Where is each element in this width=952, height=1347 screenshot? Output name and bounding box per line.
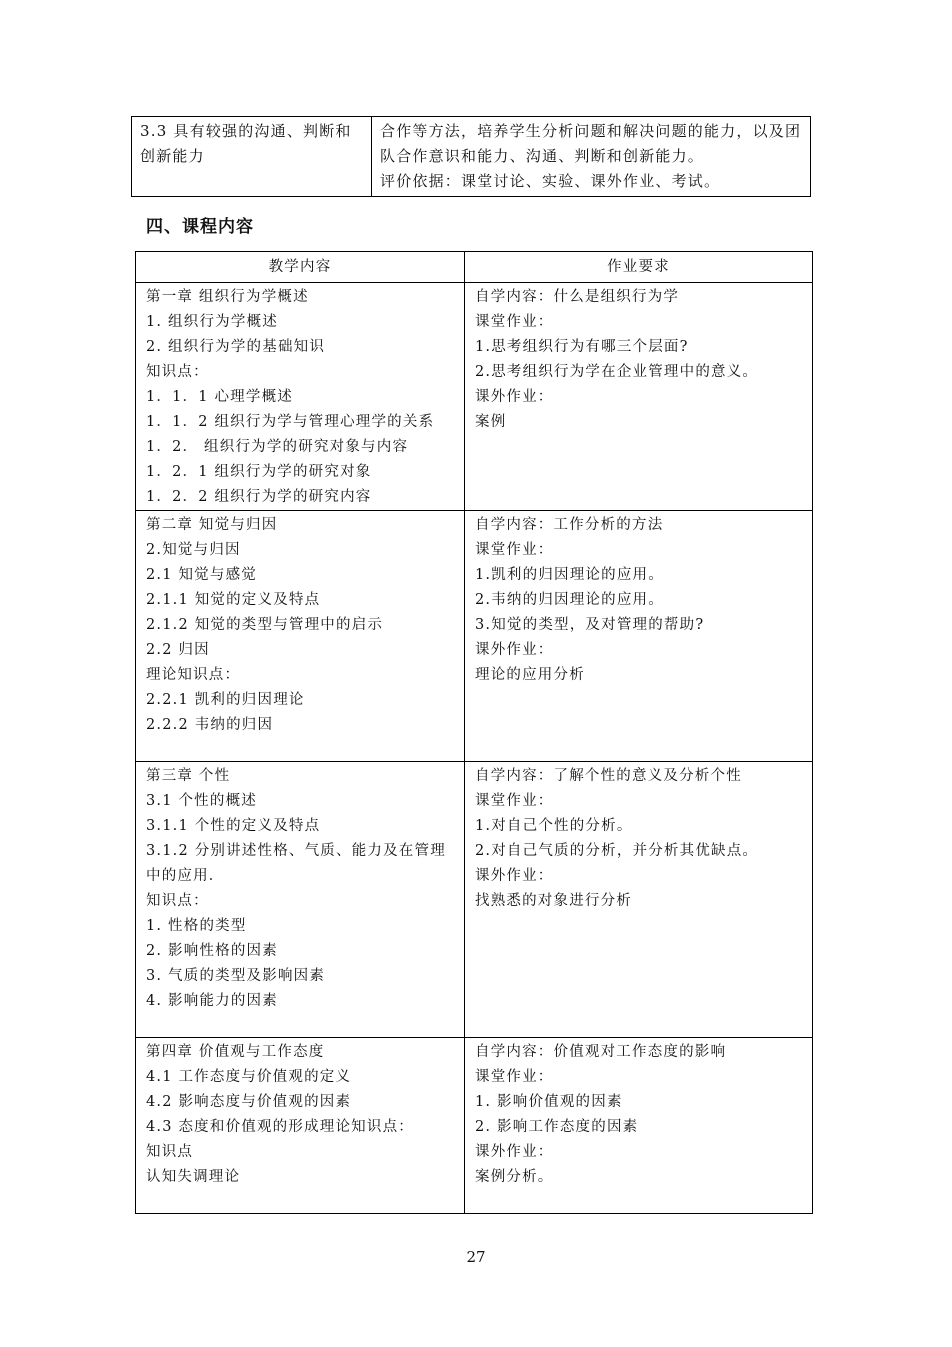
list-item: 课堂作业：: [475, 314, 554, 330]
table-header-row: [136, 252, 813, 283]
method-cell: [372, 117, 811, 197]
list-item: 课堂作业：: [475, 542, 554, 558]
list-item: 2. 影响性格的因素: [146, 943, 278, 959]
list-item: 3.1.1 个性的定义及特点: [146, 818, 321, 834]
list-item: 3.知觉的类型，及对管理的帮助?: [475, 617, 705, 633]
objective-text: 3.3 具有较强的沟通、判断和创新能力: [140, 122, 352, 165]
list-item: 自学内容：了解个性的意义及分析个性: [475, 768, 742, 784]
list-item: 2.韦纳的归因理论的应用。: [475, 592, 664, 608]
table-row: [136, 1038, 813, 1214]
list-item: 4.1 工作态度与价值观的定义: [146, 1069, 352, 1085]
list-item: 2.知觉与归因: [146, 542, 241, 558]
list-item: 知识点：: [146, 893, 209, 909]
list-item: 1. 性格的类型: [146, 918, 247, 934]
list-item: 3.1 个性的概述: [146, 793, 257, 809]
header-assignment-requirements: 作业要求: [465, 252, 813, 283]
list-item: 2.2 归因: [146, 642, 210, 658]
list-item: 2.2.2 韦纳的归因: [146, 717, 274, 733]
list-item: 第四章 价值观与工作态度: [146, 1044, 325, 1060]
list-item: 1．2． 组织行为学的研究对象与内容: [146, 439, 409, 455]
list-item: 2. 影响工作态度的因素: [475, 1119, 639, 1135]
list-item: 3.1.2 分别讲述性格、气质、能力及在管理中的应用．: [146, 843, 446, 884]
list-item: 1. 影响价值观的因素: [475, 1094, 623, 1110]
table-row: [136, 283, 813, 511]
chapter-4-assignments: [465, 1038, 813, 1214]
objective-cell: [132, 117, 372, 197]
list-item: 2.1.1 知觉的定义及特点: [146, 592, 321, 608]
list-item: 4.2 影响态度与价值观的因素: [146, 1094, 352, 1110]
list-item: 课外作业：: [475, 868, 554, 884]
list-item: 自学内容：什么是组织行为学: [475, 289, 680, 305]
table-row: [136, 762, 813, 1038]
table-row: [136, 511, 813, 762]
method-text: 合作等方法，培养学生分析问题和解决问题的能力，以及团队合作意识和能力、沟通、判断和创新能力。: [380, 122, 802, 165]
list-item: 课堂作业：: [475, 1069, 554, 1085]
chapter-3-assignments: [465, 762, 813, 1038]
evaluation-text: 评价依据：课堂讨论、实验、课外作业、考试。: [380, 172, 721, 190]
list-item: 课堂作业：: [475, 793, 554, 809]
list-item: 理论知识点：: [146, 667, 241, 683]
list-item: 2.1 知觉与感觉: [146, 567, 257, 583]
course-content-table: [135, 251, 813, 1214]
list-item: 4. 影响能力的因素: [146, 993, 278, 1009]
list-item: 第二章 知觉与归因: [146, 517, 278, 533]
header-teaching-content: 教学内容: [136, 252, 465, 283]
list-item: 1.思考组织行为有哪三个层面?: [475, 339, 689, 355]
list-item: 课外作业：: [475, 642, 554, 658]
list-item: 1．1．1 心理学概述: [146, 389, 293, 405]
objectives-table-fragment: [131, 116, 811, 197]
list-item: 1.对自己个性的分析。: [475, 818, 633, 834]
list-item: 知识点: [146, 1144, 194, 1160]
list-item: 2.1.2 知觉的类型与管理中的启示: [146, 617, 384, 633]
table-row: [132, 117, 811, 197]
list-item: 案例: [475, 414, 507, 430]
list-item: 自学内容：工作分析的方法: [475, 517, 664, 533]
list-item: 2.2.1 凯利的归因理论: [146, 692, 305, 708]
list-item: 3. 气质的类型及影响因素: [146, 968, 326, 984]
list-item: 1．1．2 组织行为学与管理心理学的关系: [146, 414, 435, 430]
page-number: 27: [466, 1248, 486, 1266]
list-item: 认知失调理论: [146, 1169, 241, 1185]
chapter-1-content: [136, 283, 465, 511]
list-item: 1.凯利的归因理论的应用。: [475, 567, 664, 583]
list-item: 自学内容：价值观对工作态度的影响: [475, 1044, 727, 1060]
list-item: 1．2．1 组织行为学的研究对象: [146, 464, 372, 480]
chapter-4-content: [136, 1038, 465, 1214]
list-item: 知识点：: [146, 364, 209, 380]
section-title: 四、课程内容: [146, 217, 254, 237]
list-item: 案例分析。: [475, 1169, 554, 1185]
list-item: 2.思考组织行为学在企业管理中的意义。: [475, 364, 759, 380]
list-item: 4.3 态度和价值观的形成理论知识点：: [146, 1119, 414, 1135]
list-item: 1．2．2 组织行为学的研究内容: [146, 489, 372, 505]
list-item: 理论的应用分析: [475, 667, 585, 683]
list-item: 第一章 组织行为学概述: [146, 289, 309, 305]
chapter-1-assignments: [465, 283, 813, 511]
list-item: 找熟悉的对象进行分析: [475, 893, 632, 909]
list-item: 课外作业：: [475, 389, 554, 405]
chapter-2-assignments: [465, 511, 813, 762]
chapter-3-content: [136, 762, 465, 1038]
list-item: 第三章 个性: [146, 768, 231, 784]
list-item: 1. 组织行为学概述: [146, 314, 278, 330]
list-item: 2. 组织行为学的基础知识: [146, 339, 326, 355]
list-item: 2.对自己气质的分析，并分析其优缺点。: [475, 843, 759, 859]
chapter-2-content: [136, 511, 465, 762]
list-item: 课外作业：: [475, 1144, 554, 1160]
